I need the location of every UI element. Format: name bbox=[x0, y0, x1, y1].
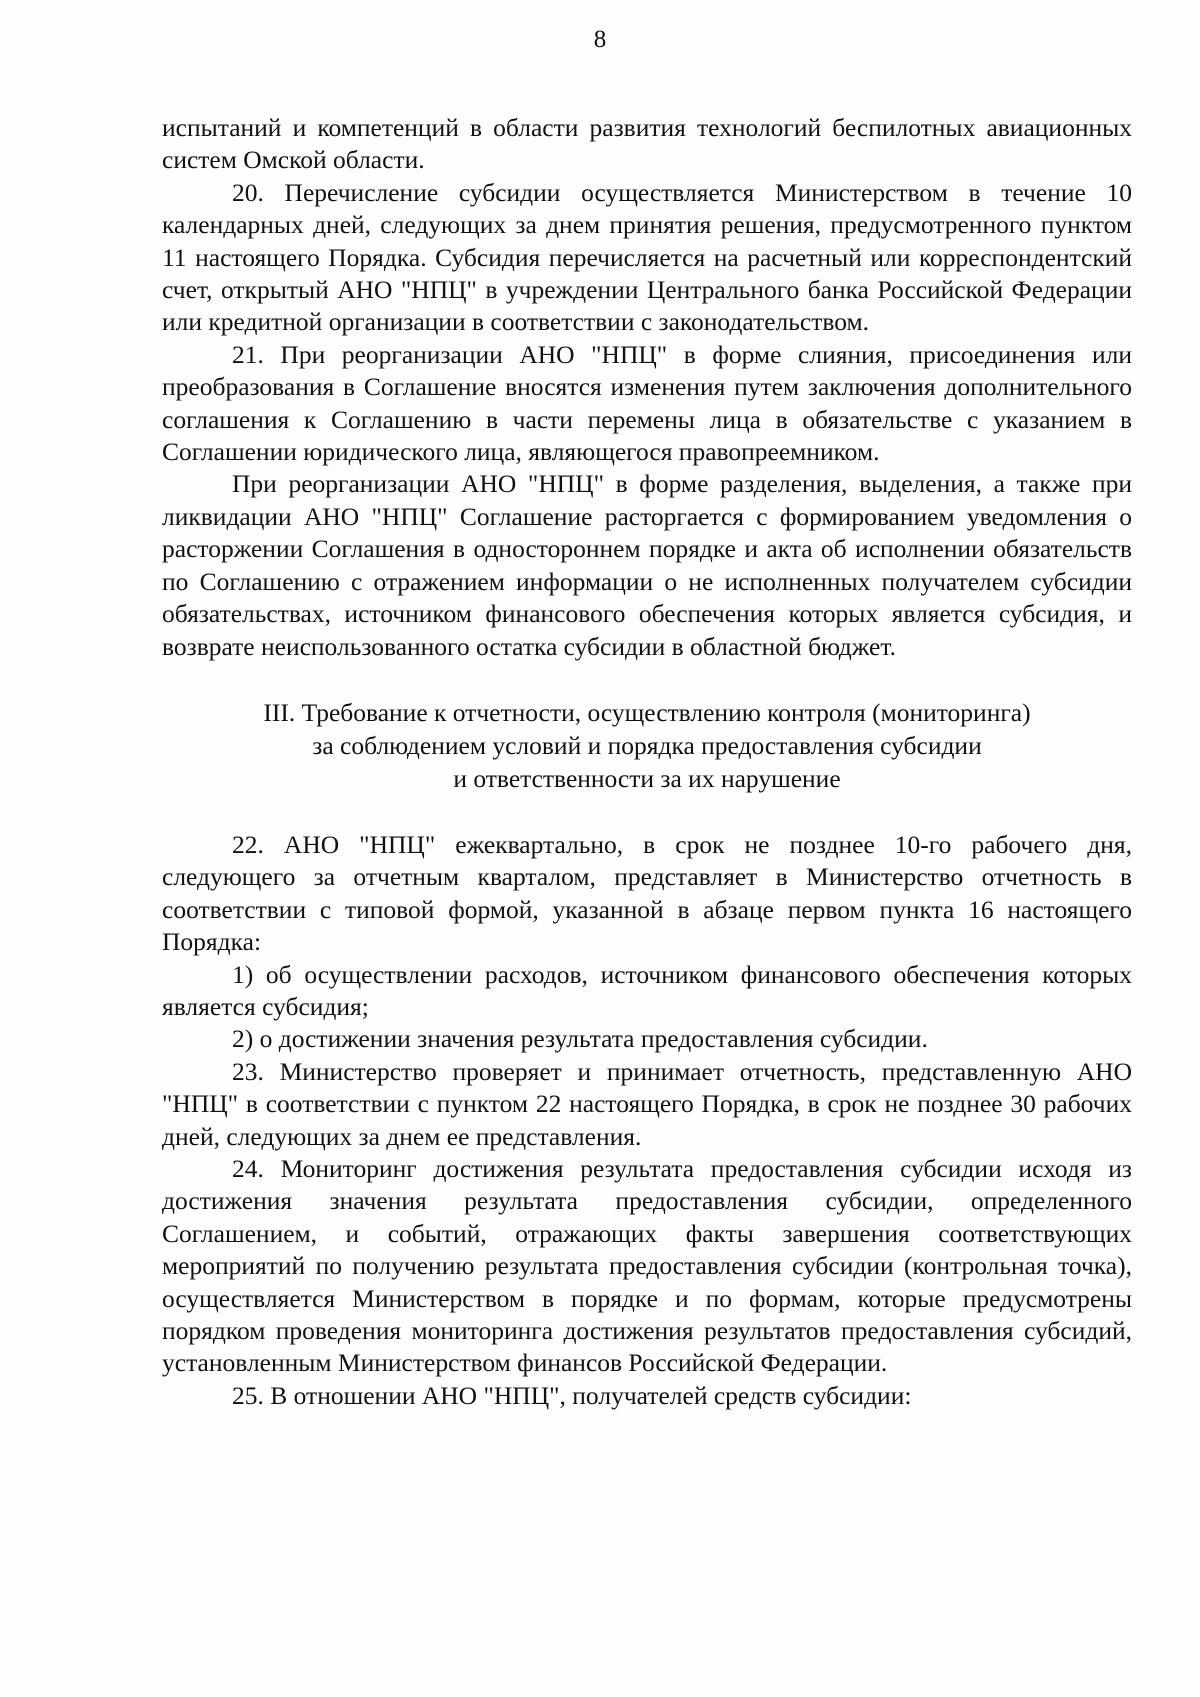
paragraph-continuation: испытаний и компетенций в области развития технологий беспилотных авиационных систем Омской области. bbox=[162, 113, 1132, 175]
section-heading-line-3: и ответственности за их нарушение bbox=[453, 763, 841, 793]
paragraph-21-reorganization: При реорганизации АНО "НПЦ" в форме разделения, выделения, а также при ликвидации АНО "НПЦ" Соглашение расторгается с формированием уведомления о расторжении Соглашения в одностороннем порядке и акта об исполнении обязательств по Соглашению с отражением информации о не исполненных получателем субсидии обязательствах, источником финансового обеспечения которых является субсидия, и возврате неиспользованного остатка субсидии в областной бюджет. bbox=[162, 469, 1132, 661]
document-body bbox=[162, 112, 1132, 1412]
section-heading-line-2: за соблюдением условий и порядка предоставления субсидии bbox=[312, 730, 982, 760]
section-heading-line-1: III. Требование к отчетности, осуществлению контроля (мониторинга) bbox=[263, 697, 1031, 727]
section-heading bbox=[162, 696, 1132, 795]
paragraph-21: 21. При реорганизации АНО "НПЦ" в форме слияния, присоединения или преобразования в Соглашение вносятся изменения путем заключения дополнительного соглашения к Соглашению в части перемены лица в обязательстве с указанием в Соглашении юридического лица, являющегося правопреемником. bbox=[162, 339, 1132, 467]
paragraph-25: 25. В отношении АНО "НПЦ", получателей средств субсидии: bbox=[232, 1380, 912, 1410]
paragraph-22-item-2: 2) о достижении значения результата предоставления субсидии. bbox=[232, 1024, 928, 1054]
paragraph-22: 22. АНО "НПЦ" ежеквартально, в срок не позднее 10-го рабочего дня, следующего за отчетным кварталом, представляет в Министерство отчетность в соответствии с типовой формой, указанной в абзаце первом пункта 16 настоящего Порядка: bbox=[162, 829, 1132, 957]
paragraph-20: 20. Перечисление субсидии осуществляется Министерством в течение 10 календарных дней, следующих за днем принятия решения, предусмотренного пунктом 11 настоящего Порядка. Субсидия перечисляется на расчетный или корреспондентский счет, открытый АНО "НПЦ" в учреждении Центрального банка Российской Федерации или кредитной организации в соответствии с законодательством. bbox=[162, 177, 1132, 337]
paragraph-23: 23. Министерство проверяет и принимает отчетность, представленную АНО "НПЦ" в соответствии с пунктом 22 настоящего Порядка, в срок не позднее 30 рабочих дней, следующих за днем ее представления. bbox=[162, 1056, 1132, 1151]
paragraph-22-item-1: 1) об осуществлении расходов, источником финансового обеспечения которых является субсидия; bbox=[162, 959, 1132, 1021]
paragraph-24: 24. Мониторинг достижения результата предоставления субсидии исходя из достижения значения результата предоставления субсидии, определенного Соглашением, и событий, отражающих факты завершения соответствующих мероприятий по получению результата предоставления субсидии (контрольная точка), осуществляется Министерством в порядке и по формам, которые предусмотрены порядком проведения мониторинга достижения результатов предоставления субсидий, установленным Министерством финансов Российской Федерации. bbox=[162, 1153, 1132, 1378]
page-number: 8 bbox=[593, 26, 607, 53]
